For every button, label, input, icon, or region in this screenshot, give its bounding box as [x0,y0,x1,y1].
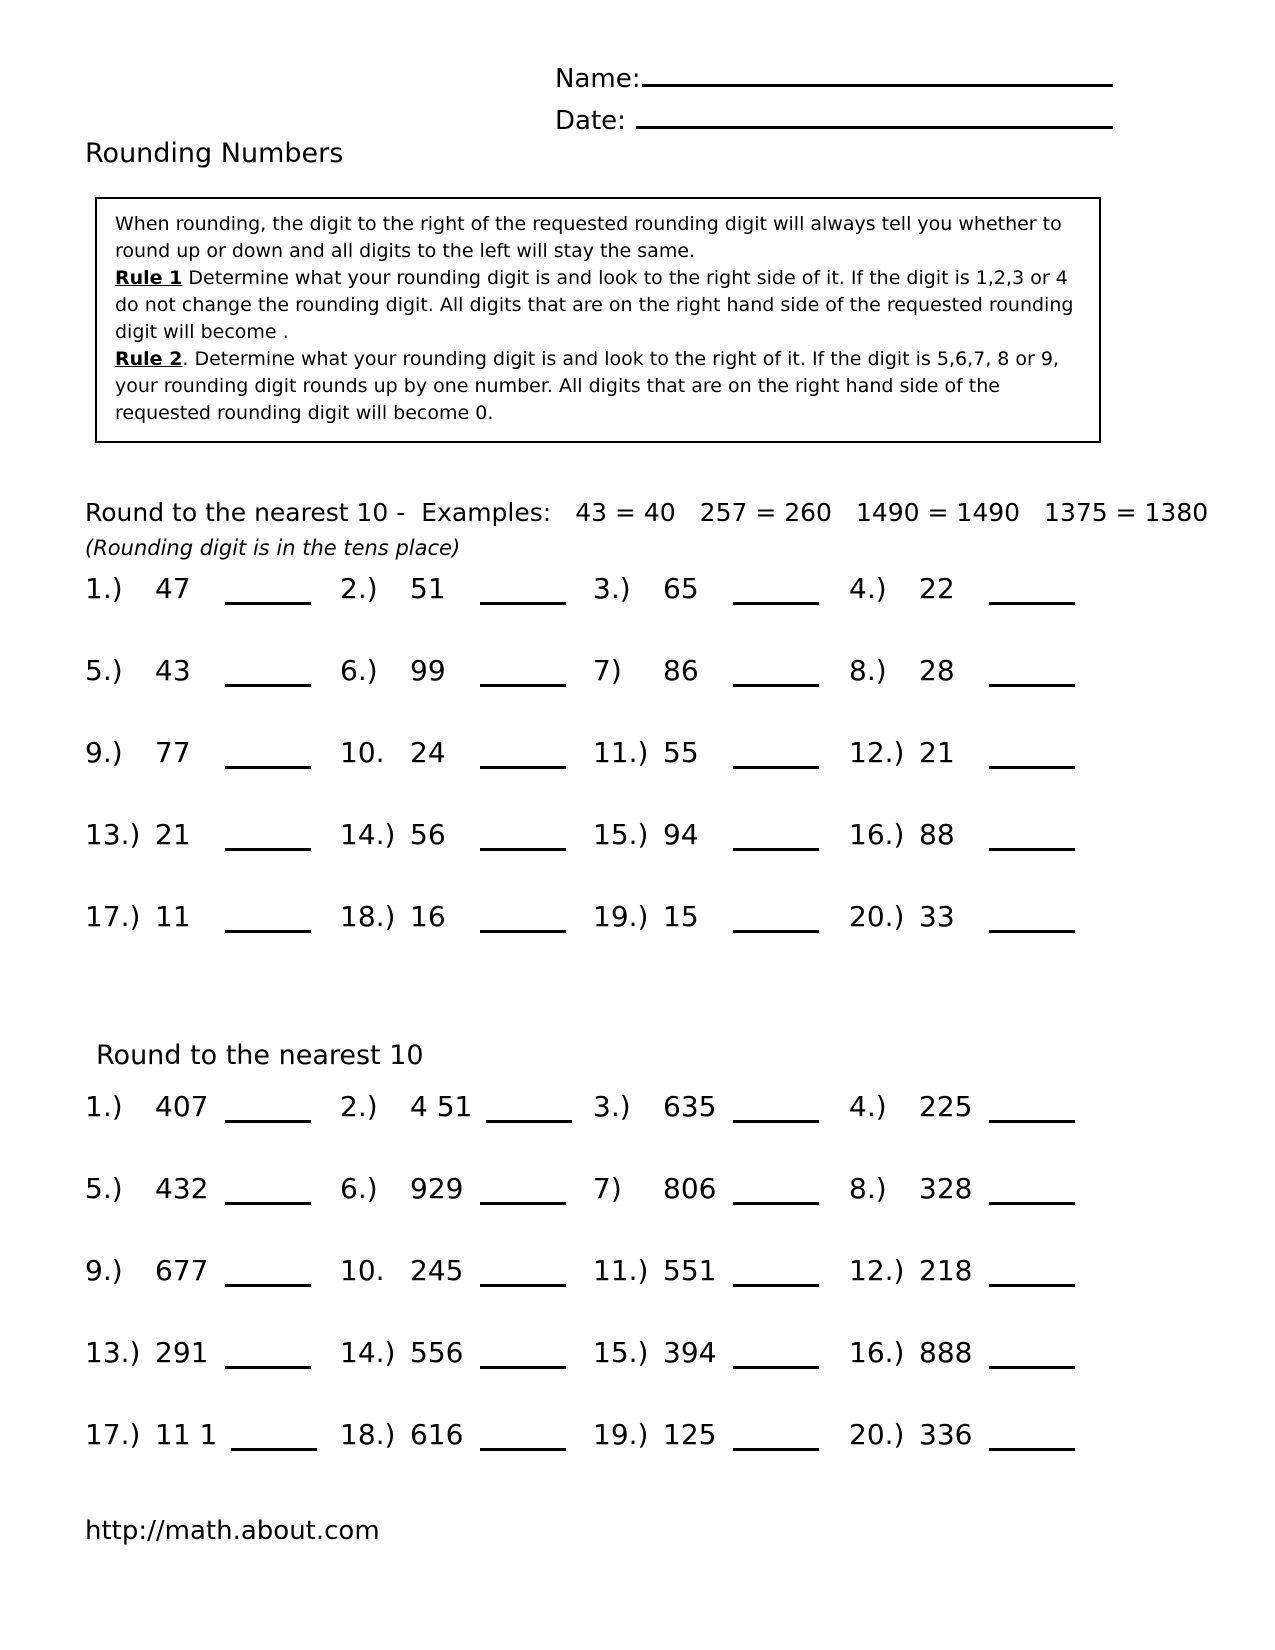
section1-subnote: (Rounding digit is in the tens place) [85,536,461,560]
problem-item [340,1254,593,1336]
answer-blank[interactable] [733,1118,819,1123]
problem-number: 12.) [849,1254,905,1287]
problem-item [593,1254,849,1336]
problem-item [593,900,849,982]
problem-number: 7) [593,654,622,687]
problem-value: 616 [410,1418,464,1451]
problem-number: 20.) [849,1418,905,1451]
rules-box [95,197,1101,443]
answer-blank[interactable] [480,928,566,933]
answer-blank[interactable] [733,600,819,605]
problem-number: 14.) [340,818,396,851]
problem-number: 10. [340,736,385,769]
problem-item [593,736,849,818]
answer-blank[interactable] [231,1446,317,1451]
rule1-label: Rule 1 [115,267,183,289]
problem-item [340,900,593,982]
problem-number: 4.) [849,572,887,605]
problem-number: 2.) [340,1090,378,1123]
name-field-row [555,58,1113,96]
problem-number: 3.) [593,572,631,605]
name-input-line[interactable] [642,58,1113,87]
answer-blank[interactable] [480,1282,566,1287]
problem-item [85,572,340,654]
problem-number: 6.) [340,654,378,687]
problem-value: 21 [919,736,955,769]
problem-number: 18.) [340,900,396,933]
problem-value: 394 [663,1336,717,1369]
problem-value: 16 [410,900,446,933]
answer-blank[interactable] [480,846,566,851]
answer-blank[interactable] [480,1446,566,1451]
answer-blank[interactable] [989,928,1075,933]
answer-blank[interactable] [733,928,819,933]
answer-blank[interactable] [225,600,311,605]
problem-value: 65 [663,572,699,605]
problem-number: 19.) [593,1418,649,1451]
problem-item [849,1254,1220,1336]
answer-blank[interactable] [225,1364,311,1369]
date-input-line[interactable] [636,100,1113,129]
answer-blank[interactable] [733,846,819,851]
problem-value: 929 [410,1172,464,1205]
problem-item [85,818,340,900]
problem-item [849,900,1220,982]
date-field-row [555,100,1113,138]
answer-blank[interactable] [480,764,566,769]
answer-blank[interactable] [989,682,1075,687]
problem-item [849,654,1220,736]
problem-item [340,1336,593,1418]
problem-value: 55 [663,736,699,769]
answer-blank[interactable] [486,1118,572,1123]
header-block [555,58,1113,138]
example-item: 1375 = 1380 [1044,498,1209,527]
answer-blank[interactable] [989,1446,1075,1451]
answer-blank[interactable] [225,1118,311,1123]
problem-number: 11.) [593,1254,649,1287]
problem-number: 12.) [849,736,905,769]
problem-value: 635 [663,1090,717,1123]
problem-item [849,818,1220,900]
answer-blank[interactable] [989,1282,1075,1287]
problem-value: 22 [919,572,955,605]
section2-heading: Round to the nearest 10 [96,1040,424,1071]
problem-value: 11 [155,900,191,933]
problem-item [340,736,593,818]
problem-number: 8.) [849,1172,887,1205]
problem-value: 806 [663,1172,717,1205]
problem-value: 94 [663,818,699,851]
example-item: 257 = 260 [699,498,832,527]
answer-blank[interactable] [480,600,566,605]
answer-blank[interactable] [480,1200,566,1205]
problem-item [849,1418,1220,1500]
problem-number: 2.) [340,572,378,605]
section2-problems [85,1090,1220,1500]
problem-item [593,654,849,736]
section1-heading-row [85,498,1225,527]
problem-item [593,1090,849,1172]
problem-number: 1.) [85,572,123,605]
answer-blank[interactable] [989,846,1075,851]
problem-item [593,1172,849,1254]
problem-number: 15.) [593,818,649,851]
problem-value: 47 [155,572,191,605]
problem-number: 7) [593,1172,622,1205]
problem-value: 336 [919,1418,973,1451]
answer-blank[interactable] [989,764,1075,769]
problem-value: 77 [155,736,191,769]
problem-value: 99 [410,654,446,687]
problem-item [340,1090,593,1172]
name-label: Name: [555,64,641,94]
problem-value: 24 [410,736,446,769]
problem-item [340,1172,593,1254]
rule1-text: Determine what your rounding digit is and look to the right side of it. If the digit is 1,2,3 or 4 do not change the rounding digit. All digits that are on the right hand side of the requested rounding digit will become . [115,267,1074,343]
problem-value: 245 [410,1254,464,1287]
rule2-text: . Determine what your rounding digit is and look to the right of it. If the digit is 5,6,7, 8 or 9, your rounding digit rounds up by one number. All digits that are on the right hand side of the requested rounding digit will become 0. [115,348,1060,424]
problem-number: 13.) [85,818,141,851]
answer-blank[interactable] [225,846,311,851]
answer-blank[interactable] [989,1118,1075,1123]
problem-number: 9.) [85,1254,123,1287]
footer-url: http://math.about.com [85,1516,380,1546]
problem-value: 888 [919,1336,973,1369]
problem-item [85,654,340,736]
rule2-label: Rule 2 [115,348,183,370]
problem-item [849,1090,1220,1172]
answer-blank[interactable] [733,682,819,687]
rule2-paragraph [115,346,1081,427]
problem-number: 11.) [593,736,649,769]
section1-heading: Round to the nearest 10 - [85,498,406,527]
problem-number: 17.) [85,900,141,933]
problem-item [85,1418,340,1500]
rules-intro: When rounding, the digit to the right of the requested rounding digit will always tell you whether to round up or down and all digits to the left will stay the same. [115,213,1062,262]
problem-value: 33 [919,900,955,933]
problem-item [340,1418,593,1500]
problem-item [849,736,1220,818]
problem-value: 218 [919,1254,973,1287]
problem-number: 13.) [85,1336,141,1369]
problem-number: 16.) [849,818,905,851]
section1-problems [85,572,1220,982]
problem-value: 556 [410,1336,464,1369]
problem-item [85,736,340,818]
problem-item [340,572,593,654]
problem-item [593,1418,849,1500]
problem-item [849,1172,1220,1254]
problem-item [85,1336,340,1418]
problem-value: 21 [155,818,191,851]
problem-number: 4.) [849,1090,887,1123]
answer-blank[interactable] [989,600,1075,605]
problem-item [849,1336,1220,1418]
answer-blank[interactable] [733,1446,819,1451]
problem-value: 51 [410,572,446,605]
problem-item [340,654,593,736]
example-item: 1490 = 1490 [855,498,1021,527]
problem-item [593,1336,849,1418]
problem-item [340,818,593,900]
example-item: 43 = 40 [575,498,676,527]
problem-value: 88 [919,818,955,851]
answer-blank[interactable] [225,928,311,933]
answer-blank[interactable] [225,682,311,687]
problem-value: 15 [663,900,699,933]
problem-value: 4 51 [410,1090,473,1123]
problem-item [85,900,340,982]
problem-item [85,1090,340,1172]
problem-number: 10. [340,1254,385,1287]
answer-blank[interactable] [480,682,566,687]
problem-number: 14.) [340,1336,396,1369]
problem-value: 328 [919,1172,973,1205]
problem-value: 432 [155,1172,209,1205]
problem-number: 1.) [85,1090,123,1123]
problem-item [849,572,1220,654]
worksheet-title: Rounding Numbers [85,138,344,169]
problem-number: 5.) [85,1172,123,1205]
answer-blank[interactable] [733,1282,819,1287]
examples-label: Examples: [421,498,552,527]
problem-number: 3.) [593,1090,631,1123]
problem-value: 407 [155,1090,209,1123]
answer-blank[interactable] [225,1200,311,1205]
problem-value: 11 1 [155,1418,218,1451]
problem-number: 18.) [340,1418,396,1451]
problem-value: 28 [919,654,955,687]
date-label: Date: [555,106,626,136]
problem-item [593,818,849,900]
answer-blank[interactable] [225,1282,311,1287]
problem-number: 15.) [593,1336,649,1369]
problem-value: 225 [919,1090,973,1123]
problem-number: 19.) [593,900,649,933]
rule1-paragraph [115,265,1081,346]
answer-blank[interactable] [989,1200,1075,1205]
problem-number: 8.) [849,654,887,687]
problem-value: 43 [155,654,191,687]
problem-value: 551 [663,1254,717,1287]
problem-number: 9.) [85,736,123,769]
problem-value: 677 [155,1254,209,1287]
problem-value: 125 [663,1418,717,1451]
problem-item [593,572,849,654]
problem-number: 17.) [85,1418,141,1451]
problem-number: 16.) [849,1336,905,1369]
problem-item [85,1254,340,1336]
problem-number: 20.) [849,900,905,933]
problem-value: 56 [410,818,446,851]
answer-blank[interactable] [480,1364,566,1369]
answer-blank[interactable] [733,1364,819,1369]
problem-value: 291 [155,1336,209,1369]
answer-blank[interactable] [733,764,819,769]
answer-blank[interactable] [225,764,311,769]
problem-value: 86 [663,654,699,687]
answer-blank[interactable] [733,1200,819,1205]
answer-blank[interactable] [989,1364,1075,1369]
problem-number: 5.) [85,654,123,687]
problem-number: 6.) [340,1172,378,1205]
problem-item [85,1172,340,1254]
